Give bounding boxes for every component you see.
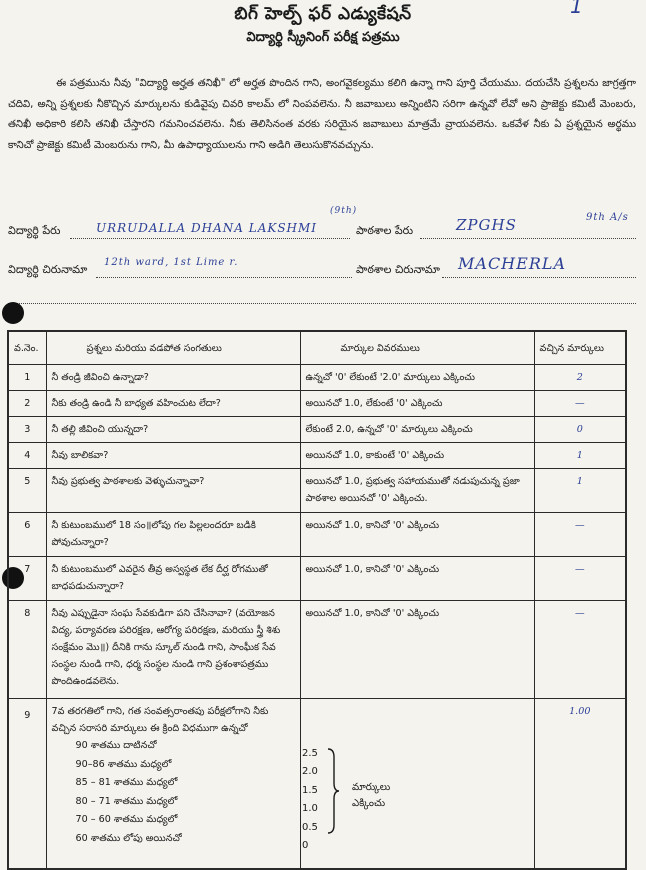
row-number: 3 [8, 417, 46, 443]
row-marks-input[interactable]: 1 [534, 469, 626, 513]
row-question: 7వ తరగతిలో గాని, గత సంవత్సరాంతపు పరీక్షలోగాని నీకు వచ్చిన సరాసరి మార్కులు ఈ క్రింది విధముగా ఉన్నచో [51, 706, 269, 734]
table-header-row [8, 331, 626, 365]
school-class-note: 9th A/s [586, 212, 629, 223]
row-marks-detail: లేకుంటే 2.0, ఉన్నచో '0' మార్కులు ఎక్కించు [300, 417, 534, 443]
curly-brace [326, 747, 340, 835]
row-number: 2 [8, 391, 46, 417]
row-marks-input[interactable]: — [534, 391, 626, 417]
row-question-grades [46, 699, 300, 869]
school-address-line [442, 277, 636, 278]
grade-score: 2.0 [302, 766, 318, 778]
school-address-field[interactable]: MACHERLA [458, 254, 567, 273]
grade-item: 90 శాతము దాటినచో [75, 740, 157, 751]
table-row [8, 443, 626, 469]
row-marks-input[interactable]: — [534, 513, 626, 557]
student-address-field[interactable]: 12th ward, 1st Lime r. [104, 257, 239, 268]
instructions-rest: ప్రశ్నలను జాగ్రత్తగా చదివి, అన్ని ప్రశ్నలకు నీకొచ్చిన మార్కులను కుడివైపు చివరి కాలమ్ లో నింపవలెను. నీ జవాబులు అన్నింటిని సరిగా ఉన్నవో లేవో అని ప్రాజెక్టు కమిటీ మెంబరు, తనిఖీ అధికారి కలిసి తనిఖీ చేస్తారని గమనించవలెను. నీకు తెలిసినంత వరకు సరియైన జవాబులు మాత్రమే వ్రాయవలెను. ఒకవేళ నీకు ఏ ప్రశ్నయైన అర్థము కానిచో ప్రాజెక్టు కమిటీ మెంబరును గాని, మీ ఉపాధ్యాయులను గాని అడిగి తెలుసుకొనవచ్చును. [8, 78, 636, 151]
grade-score: 2.5 [302, 748, 318, 759]
grade-item: 90–86 శాతము మధ్యలో [75, 758, 172, 770]
grade-scores [302, 745, 318, 855]
grade-item: 70 – 60 శాతము మధ్యలో [75, 814, 178, 825]
row-marks-input[interactable]: 0 [534, 417, 626, 443]
row-marks-detail: అయినచో 1.0, కానిచో '0' ఎక్కించు [300, 557, 534, 601]
table-row [8, 417, 626, 443]
row-number: 7 [8, 557, 46, 601]
row-question: నీవు బాలికవా? [46, 443, 300, 469]
student-name-field[interactable]: URRUDALLA DHANA LAKSHMI [96, 221, 318, 235]
row-marks-input[interactable]: 1.00 [534, 699, 626, 869]
row-question: నీకు తండ్రి ఉండి నీ బాధ్యత వహించుట లేదా? [46, 391, 300, 417]
school-name-line [420, 238, 636, 239]
row-marks-detail: అయినచో 1.0, కాకుంటే '0' ఎక్కించు [300, 443, 534, 469]
student-address-line [96, 277, 352, 278]
grade-score: 1.5 [302, 784, 318, 796]
row-marks-input[interactable]: 1 [534, 443, 626, 469]
grade-scores-label-line2: ఎక్కించు [352, 798, 386, 809]
row-number: 8 [8, 601, 46, 699]
row-question: నీవు ప్రభుత్వ పాఠశాలకు వెళ్ళుచున్నావా? [46, 469, 300, 513]
instructions-first-line: ఈ పత్రమును నీవు "విద్యార్థి అర్హత తనిఖీ" లో అర్హత పొందిన గాని, అంగవైకల్యము కలిగి ఉన్నా గాని పూర్తి చేయుము. దయచేసి [56, 78, 561, 89]
grade-list [76, 737, 295, 848]
row-marks-detail: అయినచో 1.0, ప్రభుత్వ సహాయముతో నడుపుచున్న ప్రజా పాఠశాల అయినచో '0' ఎక్కించు. [300, 469, 534, 513]
row-marks-input[interactable]: — [534, 557, 626, 601]
student-name-line [70, 238, 350, 239]
student-address-label: విద్యార్థి చిరునామా [8, 263, 88, 276]
row-number: 4 [8, 443, 46, 469]
grade-item: 80 – 71 శాతము మధ్యలో [75, 795, 178, 807]
row-marks-input[interactable]: — [534, 601, 626, 699]
row-question: నీ కుటుంబములో ఎవరైన తీవ్ర అస్వస్థత లేక దీర్ఘ రోగముతో బాధపడుచున్నారా? [46, 557, 300, 601]
row-question: నీవు ఎప్పుడైనా సంఘ సేవకుడిగా పని చేసినావా? (వయోజన విద్య, పర్యావరణ పరిరక్షణ, ఆరోగ్య పరిరక్షణ, మరియు స్త్రీ శిశు సంక్షేమం మొ॥) దీనికి గాను స్కూల్ నుండి గాని, సాంఘీక సేవ సంస్థల నుండి గాని, ధర్మ సంస్థల నుండి గాని ప్రశంశాపత్రము పొందిఉండవలెను. [46, 601, 300, 699]
instructions-paragraph [8, 74, 636, 156]
grade-score: 0.5 [302, 821, 318, 833]
table-row [8, 601, 626, 699]
header-serial-number: వ.నెం. [8, 331, 46, 365]
school-name-label: పాఠశాల పేరు [356, 224, 414, 237]
header-marks-details: మార్కుల వివరములు [300, 331, 534, 365]
row-number: 6 [8, 513, 46, 557]
row-question: నీ తల్లి జీవించి యున్నదా? [46, 417, 300, 443]
grade-scores-label [352, 780, 390, 812]
student-class-note: (9th) [330, 206, 358, 216]
grade-scores-label-line1: మార్కులు [352, 782, 391, 793]
row-marks-detail: అయినచో 1.0, కానిచో '0' ఎక్కించు [300, 513, 534, 557]
table-row [8, 365, 626, 391]
table-row [8, 469, 626, 513]
table-row [8, 513, 626, 557]
school-name-field[interactable]: ZPGHS [456, 216, 517, 234]
row-marks-detail: ఉన్నచో '0' లేకుంటే '2.0' మార్కులు ఎక్కించు [300, 365, 534, 391]
grade-score: 1.0 [302, 803, 318, 815]
row-marks-detail: అయినచో 1.0, కానిచో '0' ఎక్కించు [300, 601, 534, 699]
blank-dotted-line [8, 303, 636, 304]
row-marks-detail: అయినచో 1.0, లేకుంటే '0' ఎక్కించు [300, 391, 534, 417]
grade-item: 85 – 81 శాతము మధ్యలో [75, 777, 178, 788]
punch-hole-top [2, 302, 24, 324]
row-question: నీ కుటుంబములో 18 సం॥లోపు గల పిల్లలందరూ బడికి పోవుచున్నారా? [46, 513, 300, 557]
grade-score: 0 [302, 840, 309, 852]
header-obtained-marks: వచ్చిన మార్కులు [534, 331, 626, 365]
row-number: 1 [8, 365, 46, 391]
table-row [8, 391, 626, 417]
school-address-label: పాఠశాల చిరునామా [356, 263, 440, 276]
grade-item: 60 శాతము లోపు అయినచో [75, 832, 182, 844]
row-number: 9 [8, 699, 46, 869]
table-row [8, 557, 626, 601]
row-marks-input[interactable]: 2 [534, 365, 626, 391]
row-number: 5 [8, 469, 46, 513]
student-name-label: విద్యార్థి పేరు [8, 224, 61, 237]
page-number-handwritten: 1 [570, 0, 583, 18]
form-subtitle: విద్యార్థి స్క్రీనింగ్ పరీక్ష పత్రము [246, 30, 400, 45]
header-questions: ప్రశ్నలు మరియు వడపోత సంగతులు [46, 331, 300, 365]
row-question: నీ తండ్రి జీవించి ఉన్నాడా? [46, 365, 300, 391]
form-title: బిగ్ హెల్ప్ ఫర్ ఎడ్యుకేషన్ [234, 4, 412, 24]
